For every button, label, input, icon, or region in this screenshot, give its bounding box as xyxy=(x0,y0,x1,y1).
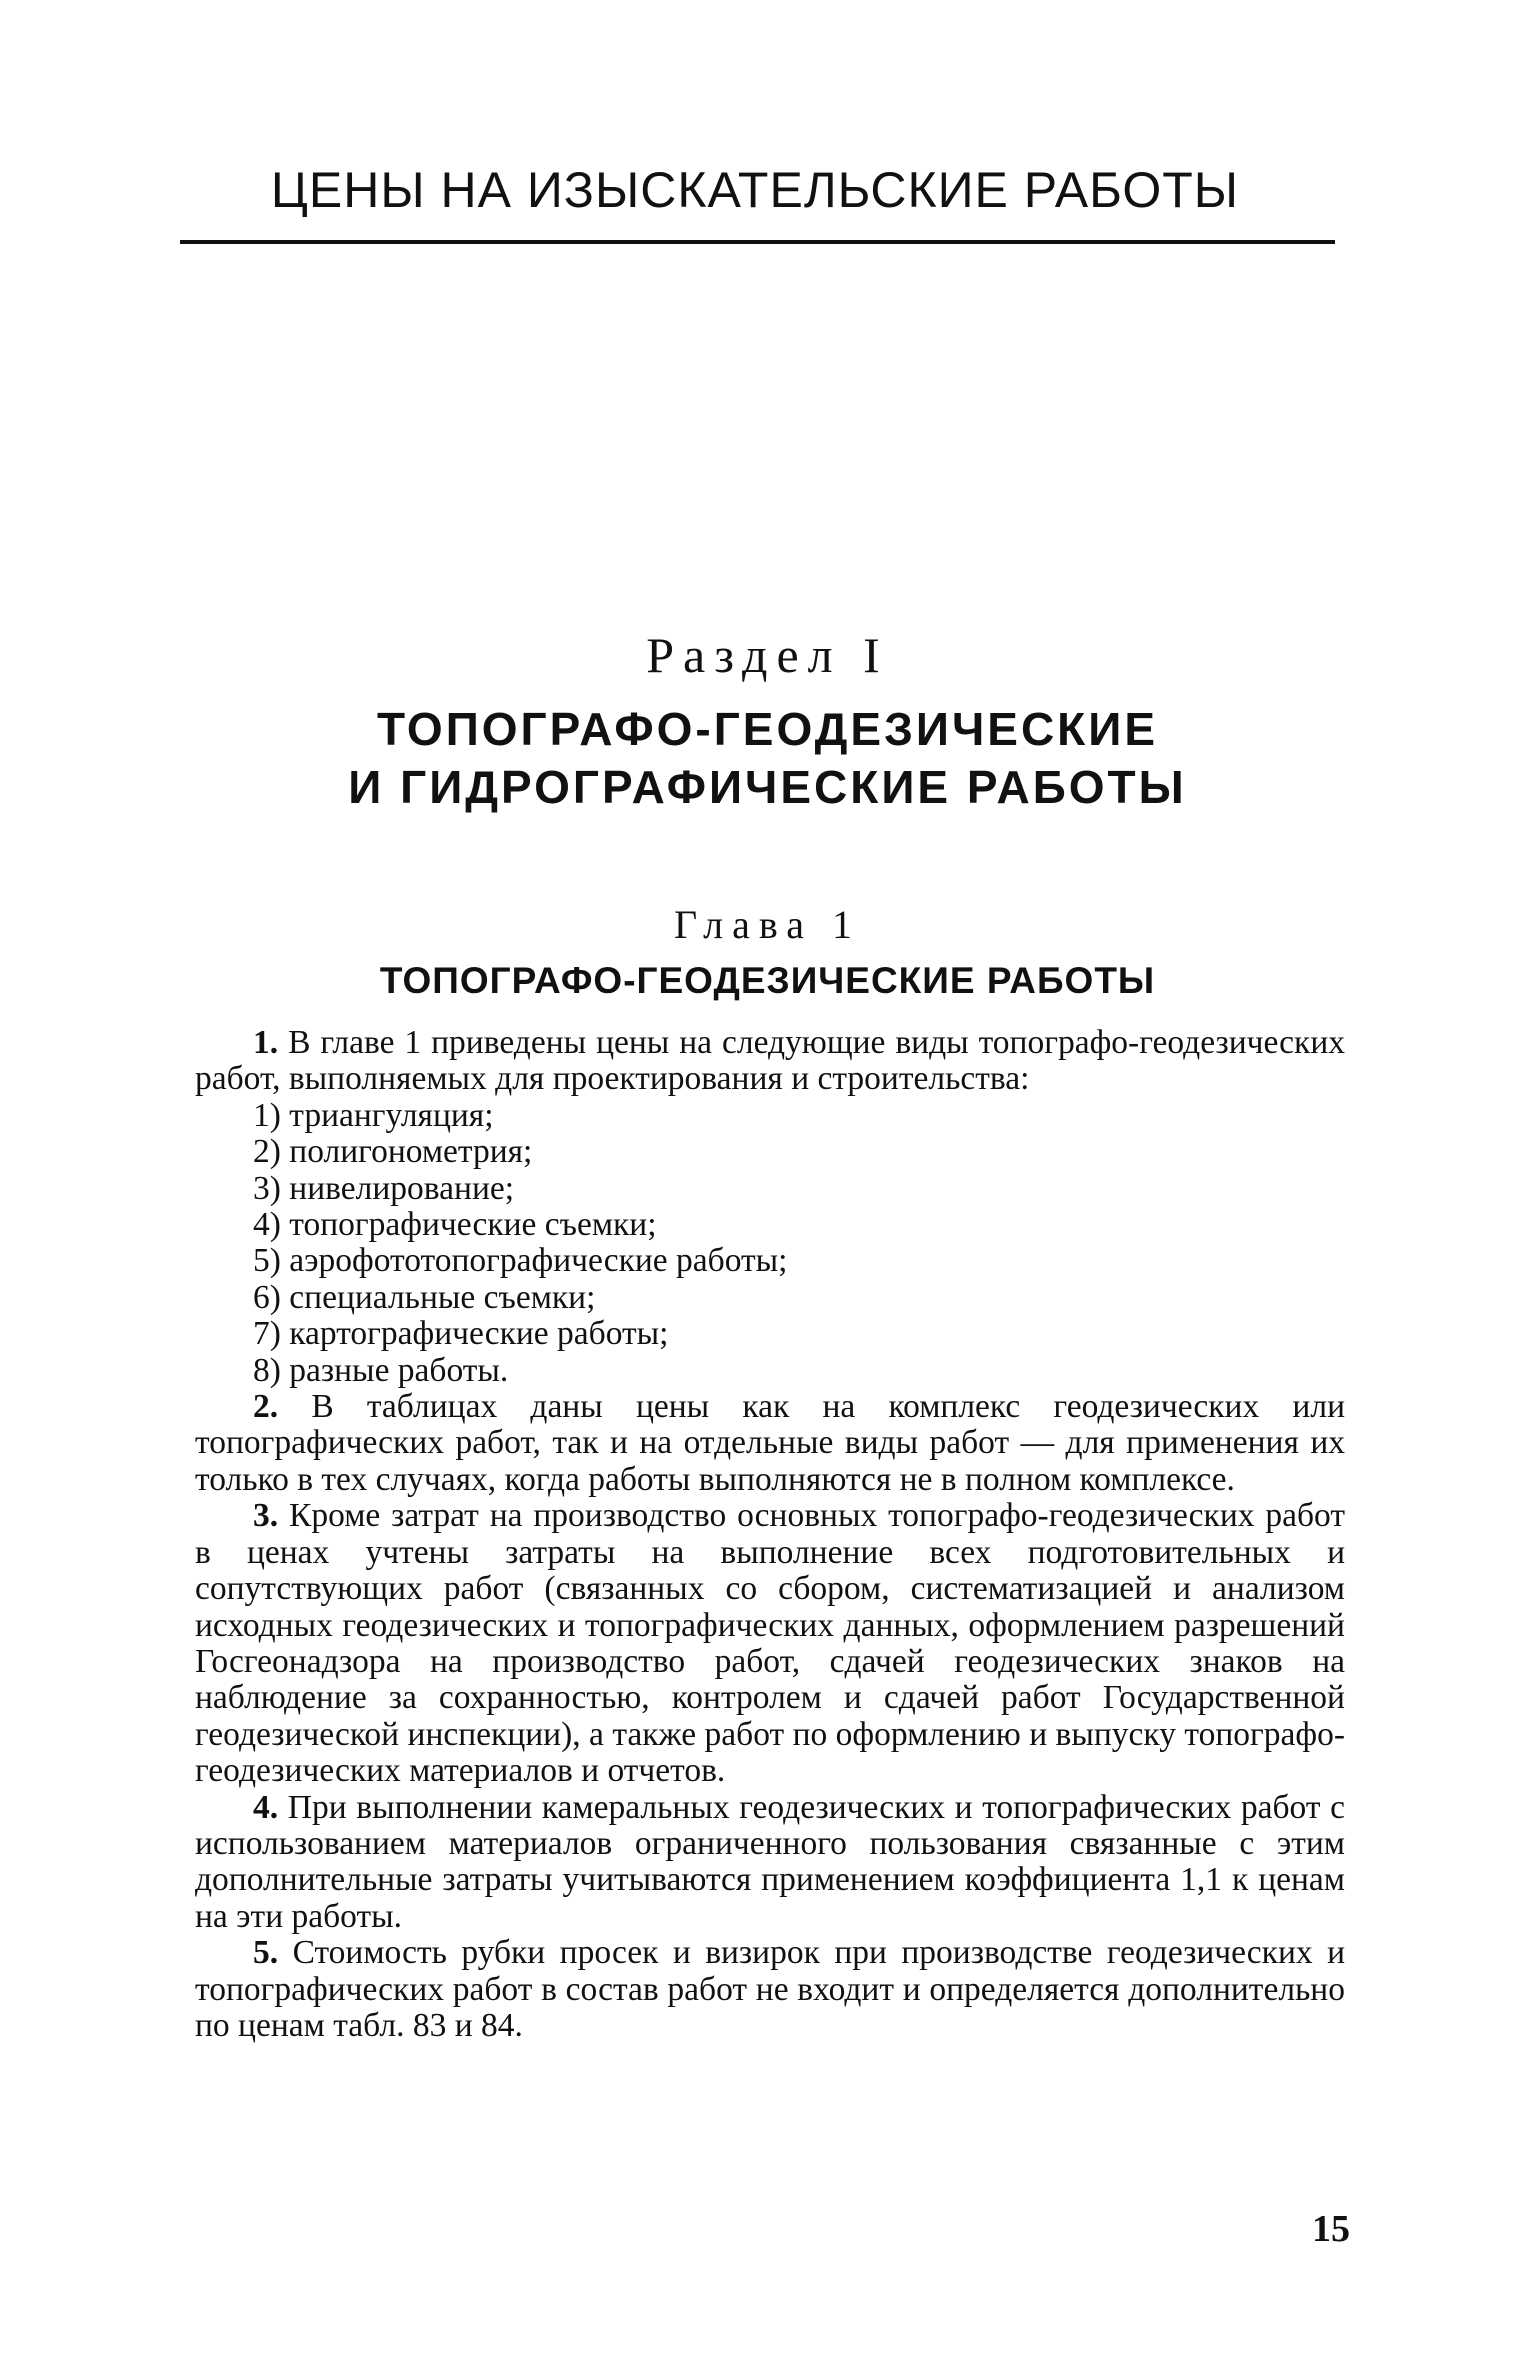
list-item: 5) аэрофототопографические работы; xyxy=(253,1242,788,1280)
paragraph-text: Кроме затрат на производство основных топографо-геодезических работ в ценах учтены затраты на выполнение всех подготовительных и сопутствующих работ (связанных со сбором, систематизацией и анализом исходных геодезических и топографических данных, оформлением разрешений Госгеонадзора на производство работ, сдачей геодезических знаков на наблюдение за сохранностью, контролем и сдачей работ Государственной геодезической инспекции), а также работ по оформлению и выпуску топографо-геодезических материалов и отчетов. xyxy=(195,1497,1345,1790)
paragraph-number: 5. xyxy=(253,1934,279,1972)
paragraph-1 xyxy=(195,1025,1345,1098)
paragraph-3 xyxy=(195,1498,1345,1789)
paragraph-number: 1. xyxy=(253,1024,279,1061)
paragraph-text: При выполнении камеральных геодезических и топографических работ с использованием материалов ограниченного пользования связанные с этим дополнительные затраты учитываются применением коэффициента 1,1 к ценам на эти работы. xyxy=(195,1788,1345,1935)
list-item: 1) триангуляция; xyxy=(253,1096,494,1134)
chapter-label: Глава 1 xyxy=(674,902,861,947)
section-title xyxy=(0,700,1535,816)
running-head: ЦЕНЫ НА ИЗЫСКАТЕЛЬСКИЕ РАБОТЫ xyxy=(270,162,1240,218)
paragraph-number: 4. xyxy=(253,1788,279,1826)
paragraph-4 xyxy=(195,1790,1345,1936)
paragraph-number: 3. xyxy=(253,1497,279,1535)
list-item: 6) специальные съемки; xyxy=(253,1278,596,1316)
paragraph-text: В таблицах даны цены как на комплекс геодезических или топографических работ, так и на отдельные виды работ — для применения их только в тех случаях, когда работы выполняются не в полном комплексе. xyxy=(195,1388,1345,1498)
section-label: Раздел I xyxy=(646,627,889,683)
body-text xyxy=(195,1025,1345,2044)
list-item: 7) картографические работы; xyxy=(253,1315,669,1353)
paragraph-5 xyxy=(195,1935,1345,2044)
paragraph-text: В главе 1 приведены цены на следующие виды топографо-геодезических работ, выполняемых для проектирования и строительства: xyxy=(195,1024,1346,1098)
chapter-title: ТОПОГРАФО-ГЕОДЕЗИЧЕСКИЕ РАБОТЫ xyxy=(379,960,1156,1001)
paragraph-2 xyxy=(195,1389,1345,1498)
section-title-line-1: ТОПОГРАФО-ГЕОДЕЗИЧЕСКИЕ xyxy=(376,703,1159,755)
header-rule xyxy=(180,240,1335,244)
page-number: 15 xyxy=(1312,2208,1350,2250)
list-item: 4) топографические съемки; xyxy=(253,1206,657,1244)
paragraph-number: 2. xyxy=(253,1388,279,1426)
paragraph-text: Стоимость рубки просек и визирок при производстве геодезических и топографических работ в состав работ не входит и определяется дополнительно по ценам табл. 83 и 84. xyxy=(195,1934,1346,2044)
work-types-list xyxy=(195,1098,1345,1389)
list-item: 3) нивелирование; xyxy=(253,1169,515,1207)
section-title-line-2: И ГИДРОГРАФИЧЕСКИЕ РАБОТЫ xyxy=(348,761,1187,813)
list-item: 2) полигонометрия; xyxy=(253,1133,533,1171)
list-item: 8) разные работы. xyxy=(253,1351,509,1389)
